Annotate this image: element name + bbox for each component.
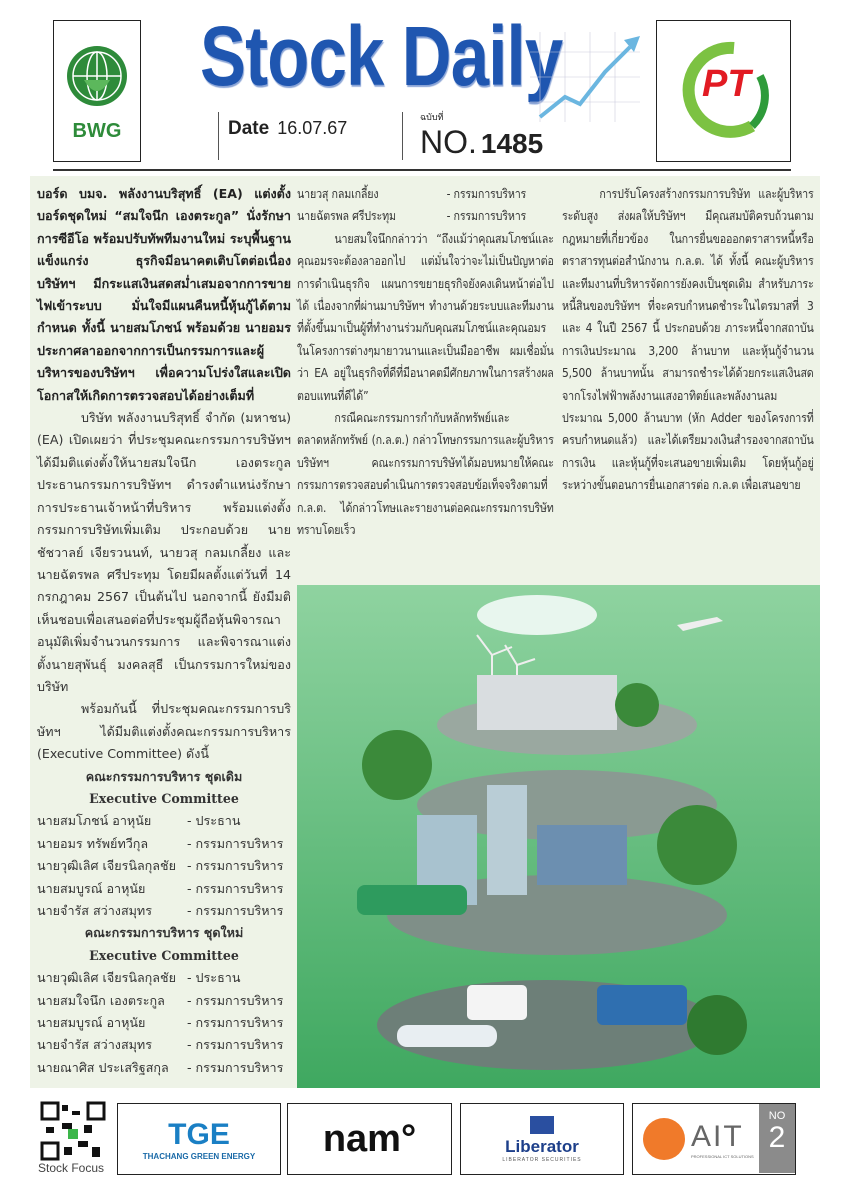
article-lead: บอร์ด บมจ. พลังงานบริสุทธิ์ (EA) แต่งตั้งบอร์ดชุดใหม่ “สมใจนึก เองตระกูล” นั่งรักษาการซีอีโอ พร้อมปรับทัพทีมงานใหม่ ระบุพื้นฐานแข็งแกร่ง ธุรกิจมีอนาคตเติบโตต่อเนื่อง บริษัทฯ มีกระแสเงินสดสม่ำเสมอจากการขายไฟเข้าระบบ มั่นใจมีแผนคืนหนี้หุ้นกู้ได้ตามกำหนด ทั้งนี้ นายสมโภชน์ พร้อมด้วย นายอมร ประกาศลาออกจากการเป็นกรรมการและผู้บริหารของบริษัทฯ เพื่อความโปร่งใสและเปิดโอกาสให้เกิดการตรวจสอบได้อย่างเต็มที่ xyxy=(37,186,291,403)
member-name: นายสมใจนึก เองตระกูล xyxy=(37,992,165,1008)
member-role: - กรรมการบริหาร xyxy=(187,1059,284,1075)
old-committee-list xyxy=(37,810,291,922)
member-name: นายสมบูรณ์ อาหุนัย xyxy=(37,1015,146,1031)
qr-label: Stock Focus xyxy=(38,1161,105,1175)
factory-building xyxy=(477,675,617,730)
article-paragraph: พร้อมกันนี้ ที่ประชุมคณะกรรมการบริษัทฯ ได้มีมติแต่งตั้งคณะกรรมการบริหาร (Executive Committee) ดังนี้ xyxy=(37,701,291,762)
green-energy-illustration xyxy=(297,585,820,1088)
date-label: Date xyxy=(228,118,270,139)
list-item xyxy=(37,833,291,855)
qr-code[interactable] xyxy=(40,1101,106,1161)
bwg-logo xyxy=(53,20,141,162)
header-rule xyxy=(53,169,791,171)
list-item xyxy=(297,205,554,227)
member-name: นายวุฒิเลิศ เจียรนิลกุลชัย xyxy=(37,970,176,986)
list-item xyxy=(37,810,291,832)
member-role: - กรรมการบริหาร xyxy=(187,992,284,1008)
tree xyxy=(657,805,737,885)
member-name: นายสมโภชน์ อาหุนัย xyxy=(37,813,152,829)
member-name: นายวุฒิเลิศ เจียรนิลกุลชัย xyxy=(37,858,176,874)
tge-logo-text: TGE xyxy=(168,1117,230,1151)
list-item xyxy=(297,183,554,205)
page-number-badge xyxy=(759,1104,795,1173)
article-paragraph: นายสมใจนึกกล่าวว่า “ถึงแม้ว่าคุณสมโภชน์และคุณอมรจะต้องลาออกไป แต่มั่นใจว่าจะไม่เป็นปัญหาต่อการดำเนินธุรกิจ แผนการขยายธุรกิจยังคงเดินหน้าต่อไปได้ เนื่องจากที่ผ่านมาบริษัทฯ ทำงานด้วยระบบและทีมงานที่ตั้งขึ้นมาเป็นผู้ที่ทำงานร่วมกับคุณสมโภชน์และคุณอมรในโครงการต่างๆมายาวนานและเป็นมืออาชีพ ผมเชื่อมั่นว่า EA อยู่ในธุรกิจที่ดีที่มีอนาคตมีศักยภาพในการสร้างผลตอบแทนที่ดีได้” xyxy=(297,230,554,403)
tge-tagline: THACHANG GREEN ENERGY xyxy=(142,1151,256,1161)
list-item xyxy=(37,1057,291,1079)
member-name: นายสมบูรณ์ อาหุนัย xyxy=(37,880,146,896)
article-column-3 xyxy=(562,183,814,497)
member-role: - กรรมการบริหาร xyxy=(446,208,527,224)
ait-logo-text: AIT xyxy=(691,1119,744,1153)
new-committee-heading: คณะกรรมการบริหาร ชุดใหม่ xyxy=(84,925,244,941)
member-name: นายจำรัส สว่างสมุทร xyxy=(37,1037,152,1053)
new-committee-list xyxy=(37,967,291,1079)
pt-logo xyxy=(656,20,791,162)
date-value: 16.07.67 xyxy=(277,118,348,138)
list-item xyxy=(37,967,291,989)
divider xyxy=(218,112,219,160)
liberator-tagline: LIBERATOR SECURITIES xyxy=(502,1156,582,1163)
member-role: - ประธาน xyxy=(187,813,241,829)
old-committee-heading: คณะกรรมการบริหาร ชุดเดิม xyxy=(85,768,243,784)
member-role: - กรรมการบริหาร xyxy=(187,880,284,896)
pt-logo-text: PT xyxy=(701,63,751,105)
ferry xyxy=(397,1025,497,1047)
ait-tagline: PROFESSIONAL ICT SOLUTIONS xyxy=(691,1153,754,1159)
ait-orb-icon xyxy=(643,1118,685,1160)
issue-label-th: ฉบับที่ xyxy=(420,112,444,122)
cloud xyxy=(477,595,597,635)
list-item xyxy=(37,1012,291,1034)
member-name: นายอมร ทรัพย์ทวีกุล xyxy=(37,835,149,851)
old-committee-subheading: Executive Committee xyxy=(89,790,239,806)
liberator-logo-text: Liberator xyxy=(505,1136,579,1156)
member-role: - กรรมการบริหาร xyxy=(187,1015,284,1031)
page-label: NO xyxy=(768,1110,786,1122)
member-role: - ประธาน xyxy=(187,970,241,986)
member-role: - กรรมการบริหาร xyxy=(187,835,284,851)
article-column-2 xyxy=(297,183,554,542)
issue-prefix: NO. xyxy=(420,124,477,160)
divider xyxy=(402,112,403,160)
list-item xyxy=(37,990,291,1012)
masthead-title: Stock Daily xyxy=(200,9,563,103)
member-role: - กรรมการบริหาร xyxy=(187,903,284,918)
list-item xyxy=(37,1034,291,1056)
member-name: นายณาศิส ประเสริฐสกุล xyxy=(37,1059,169,1075)
sponsor-ait[interactable] xyxy=(632,1103,796,1175)
globe-icon xyxy=(64,40,130,120)
tree xyxy=(615,683,659,727)
bus xyxy=(597,985,687,1025)
electric-van xyxy=(467,985,527,1020)
page-number: 2 xyxy=(768,1121,786,1154)
member-name: นายฉัตรพล ศรีประทุม xyxy=(297,208,396,224)
issue-number xyxy=(420,110,543,161)
member-role: - กรรมการบริหาร xyxy=(446,186,527,201)
sponsor-nam[interactable] xyxy=(287,1103,452,1175)
bwg-logo-text: BWG xyxy=(72,119,122,142)
member-name: นายวสุ กลมเกลี้ยง xyxy=(297,186,379,201)
list-item xyxy=(37,855,291,877)
tree xyxy=(687,995,747,1055)
article-paragraph: กรณีคณะกรรมการกำกับหลักทรัพย์และตลาดหลักทรัพย์ (ก.ล.ต.) กล่าวโทษกรรมการและผู้บริหารบริษัทฯ คณะกรรมการบริษัทได้มอบหมายให้คณะกรรมการตรวจสอบดำเนินการตรวจสอบข้อเท็จจริงตามที่ ก.ล.ต. ได้กล่าวโทษและรายงานต่อคณะกรรมการบริษัททราบโดยเร็ว xyxy=(297,410,554,538)
member-name: นายจำรัส สว่างสมุทร xyxy=(37,903,152,918)
sponsor-tge[interactable] xyxy=(117,1103,281,1175)
sponsor-liberator[interactable] xyxy=(460,1103,624,1175)
member-role: - กรรมการบริหาร xyxy=(187,1037,284,1053)
issue-value: 1485 xyxy=(480,128,544,159)
issue-date xyxy=(228,118,347,140)
ait-logo xyxy=(691,1120,767,1159)
solar-panels xyxy=(537,825,627,885)
pt-logo-mark xyxy=(674,36,774,146)
train xyxy=(357,885,467,915)
article-paragraph: การปรับโครงสร้างกรรมการบริษัท และผู้บริหารระดับสูง ส่งผลให้บริษัทฯ มีคุณสมบัติครบถ้วนตามกฎหมายที่เกี่ยวข้อง ในการยื่นขอออกตราสารหนี้หรือตราสารทุนต่อสำนักงาน ก.ล.ต. ได้ ทั้งนี้ คณะผู้บริหารและทีมงานที่บริหารจัดการยังคงเป็นชุดเดิม สำหรับภาระหนี้สินของบริษัทฯ ที่จะครบกำหนดชำระในไตรมาสที่ 3 และ 4 ในปี 2567 นี้ ประกอบด้วย ภาระหนี้จากสถาบันการเงินประมาณ 3,200 ล้านบาท และหุ้นกู้จำนวน 5,500 ล้านบาทนั้น สามารถชำระได้ด้วยกระแสเงินสดจากโรงไฟฟ้าพลังงานแสงอาทิตย์และพลังงานลมประมาณ 5,000 ล้านบาท (หัก Adder ของโครงการที่ครบกำหนดแล้ว) และได้เตรียมวงเงินสำรองจากสถาบันการเงิน และหุ้นกู้ที่จะเสนอขายเพิ่มเติม โดยหุ้นกู้อยู่ระหว่างขั้นตอนการยื่นเอกสารต่อ ก.ล.ต เพื่อเสนอขาย xyxy=(562,186,814,493)
nam-logo-text: nam° xyxy=(322,1117,417,1160)
tree xyxy=(362,730,432,800)
article-paragraph: บริษัท พลังงานบริสุทธิ์ จำกัด (มหาชน) (EA) เปิดเผยว่า ที่ประชุมคณะกรรมการบริษัทฯ ได้มีมติแต่งตั้งให้นายสมใจนึก เองตระกูล ประธานกรรมการบริษัทฯ ดำรงตำแหน่งรักษาการประธานเจ้าหน้าที่บริหาร พร้อมแต่งตั้งกรรมการบริษัทเพิ่มเติม ประกอบด้วย นายชัชวาลย์ เจียรวนนท์, นายวสุ กลมเกลี้ยง และนายฉัตรพล ศรีประทุม โดยมีผลตั้งแต่วันที่ 14 กรกฎาคม 2567 เป็นต้นไป นอกจากนี้ ยังมีมติเห็นชอบเพื่อเสนอต่อที่ประชุมผู้ถือหุ้นพิจารณาอนุมัติเพิ่มจำนวนกรรมการ และพิจารณาแต่งตั้งนายสุพันธุ์ มงคลสุธี เป็นกรรมการใหม่ของบริษัท xyxy=(37,410,291,694)
liberator-icon xyxy=(530,1116,554,1134)
member-role: - กรรมการบริหาร xyxy=(187,858,284,874)
new-committee-subheading: Executive Committee xyxy=(89,947,239,963)
list-item xyxy=(37,878,291,900)
article-column-1 xyxy=(37,183,291,1079)
list-item xyxy=(37,900,291,922)
